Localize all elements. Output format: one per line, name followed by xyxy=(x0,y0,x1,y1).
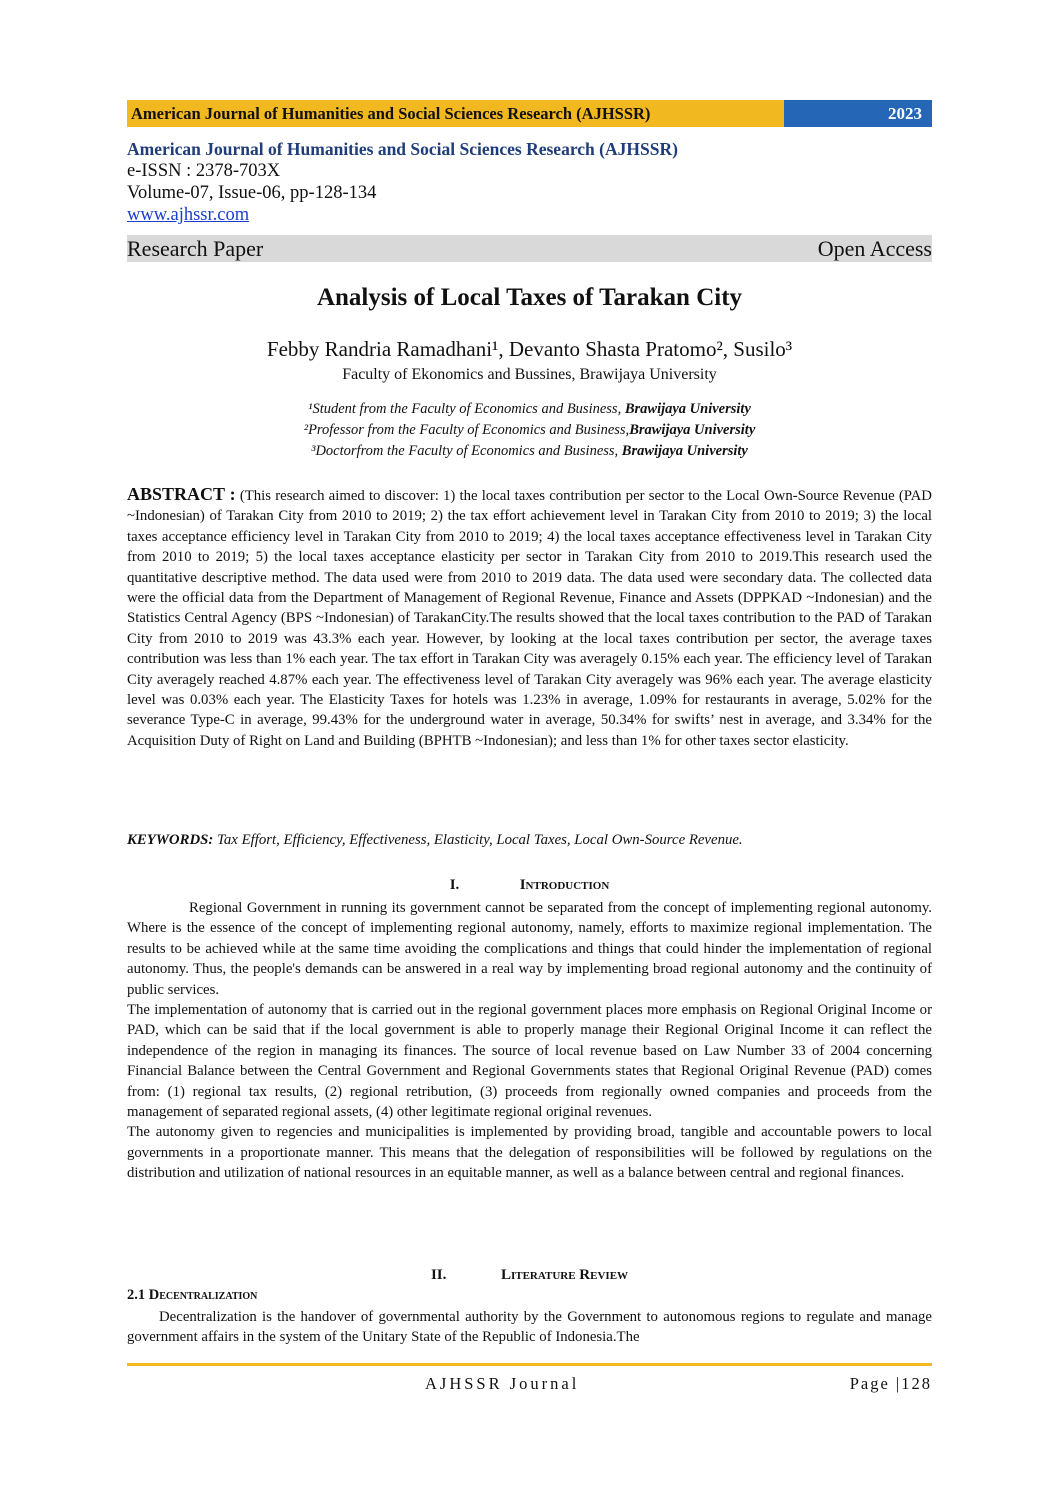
keywords-label: KEYWORDS: xyxy=(127,832,214,848)
footer-journal: AJHSSR Journal xyxy=(425,1374,580,1393)
authors: Febby Randria Ramadhani¹, Devanto Shasta Pratomo², Susilo³ xyxy=(266,337,793,361)
keywords xyxy=(127,832,932,849)
intro-paragraph-1: Regional Government in running its government cannot be separated from the concept of implementing regional autonomy. Where is the essence of the concept of implementing regional autonomy, namely, efforts to maximize regional implementation. The results to be achieved while at the same time avoiding the complications and things that could hinder the implementation of regional autonomy. Thus, the people's demands can be answered in a real way by implementing broad regional autonomy and the continuity of public services. xyxy=(127,900,932,998)
footer-page-number: Page |128 xyxy=(849,1374,932,1393)
journal-website-link[interactable]: www.ajhssr.com xyxy=(127,205,250,225)
journal-bar-year: 2023 xyxy=(784,100,932,127)
journal-header-bar xyxy=(127,100,932,127)
affiliation-1: ¹Student from the Faculty of Economics and Business, Brawijaya University xyxy=(308,401,751,417)
journal-name: American Journal of Humanities and Social Sciences Research (AJHSSR) xyxy=(127,139,678,159)
affiliation-2: ²Professor from the Faculty of Economics and Business,Brawijaya University xyxy=(303,422,756,438)
journal-bar-title: American Journal of Humanities and Social Sciences Research (AJHSSR) xyxy=(127,100,784,127)
paper-type: Research Paper xyxy=(127,236,264,261)
subsection-heading-decentralization: 2.1 Decentralization xyxy=(127,1287,258,1303)
affiliations xyxy=(127,399,932,462)
abstract xyxy=(127,484,932,751)
access-type: Open Access xyxy=(817,236,932,261)
abstract-text: (This research aimed to discover: 1) the local taxes contribution per sector to the Local Own-Source Revenue (PAD ~Indonesian) of Tarakan City from 2010 to 2019; 2) the tax effort achievement level in Tarakan City from 2010 to 2019; 3) the local taxes acceptance efficiency level in Tarakan City from 2010 to 2019; 4) the local taxes acceptance effectiveness level in Tarakan City from 2010 to 2019; 5) the local taxes acceptance elasticity per sector in Tarakan City from 2010 to 2019.This research used the quantitative descriptive method. The data used were from 2010 to 2019 data. The data used were secondary data. The collected data were the official data from the Department of Management of Regional Revenue, Finance and Assets (DPPKAD ~Indonesian) and the Statistics Central Agency (BPS ~Indonesian) of TarakanCity.The results showed that the local taxes contribution to the PAD of Tarakan City from 2010 to 2019 was 43.3% each year. However, by looking at the local taxes contribution per sector, the average taxes contribution was less than 1% each year. The tax effort in Tarakan City was averagely 0.15% each year. The efficiency level of Tarakan City averagely reached 4.87% each year. The effectiveness level of Tarakan City averagely was 96% each year. The average elasticity level was 0.03% each year. The Elasticity Taxes for hotels was 1.23% in average, 1.09% for restaurants in average, 5.02% for the severance Type-C in average, 99.43% for the underground water in average, 50.34% for swifts’ nest in average, and 3.34% for the Acquisition Duty of Right on Land and Building (BPHTB ~Indonesian); and less than 1% for other taxes sector elasticity. xyxy=(127,488,932,749)
decentralization-paragraph: Decentralization is the handover of governmental authority by the Government to autonomous regions to regulate and manage government affairs in the system of the Unitary State of the Republic of Indonesia.The xyxy=(127,1309,932,1346)
section-heading-literature: II. Literature Review xyxy=(430,1267,629,1283)
intro-paragraph-3: The autonomy given to regencies and municipalities is implemented by providing broad, tangible and accountable powers to local governments in a proportionate manner. This means that the delegation of responsibilities will be followed by regulations on the distribution and utilization of national resources in an equitable manner, as well as a balance between central and regional finances. xyxy=(127,1124,932,1182)
journal-info xyxy=(127,138,932,226)
eissn: e-ISSN : 2378-703X xyxy=(127,161,281,181)
section-heading-introduction: I. Introduction xyxy=(449,877,610,893)
footer-divider xyxy=(127,1363,932,1366)
keywords-text: Tax Effort, Efficiency, Effectiveness, Elasticity, Local Taxes, Local Own-Source Revenue. xyxy=(213,832,743,848)
affiliation-3: ³Doctorfrom the Faculty of Economics and Business, Brawijaya University xyxy=(311,443,748,459)
paper-title: Analysis of Local Taxes of Tarakan City xyxy=(316,284,743,311)
volume-issue: Volume-07, Issue-06, pp-128-134 xyxy=(127,183,377,203)
abstract-label: ABSTRACT : xyxy=(127,484,236,504)
paper-type-bar xyxy=(127,235,932,262)
faculty: Faculty of Ekonomics and Bussines, Brawijaya University xyxy=(342,366,717,383)
intro-paragraph-2: The implementation of autonomy that is carried out in the regional government places more emphasis on Regional Original Income or PAD, which can be said that if the local government is able to properly manage their Regional Original Income it can reflect the independence of the region in managing its finances. The source of local revenue based on Law Number 33 of 2004 concerning Financial Balance between the Central Government and Regional Governments states that Regional Original Revenue (PAD) comes from: (1) regional tax results, (2) regional retribution, (3) proceeds from regionally owned companies and proceeds from the management of separated regional assets, (4) other legitimate regional original revenues. xyxy=(127,1002,932,1121)
introduction-body xyxy=(127,898,932,1184)
